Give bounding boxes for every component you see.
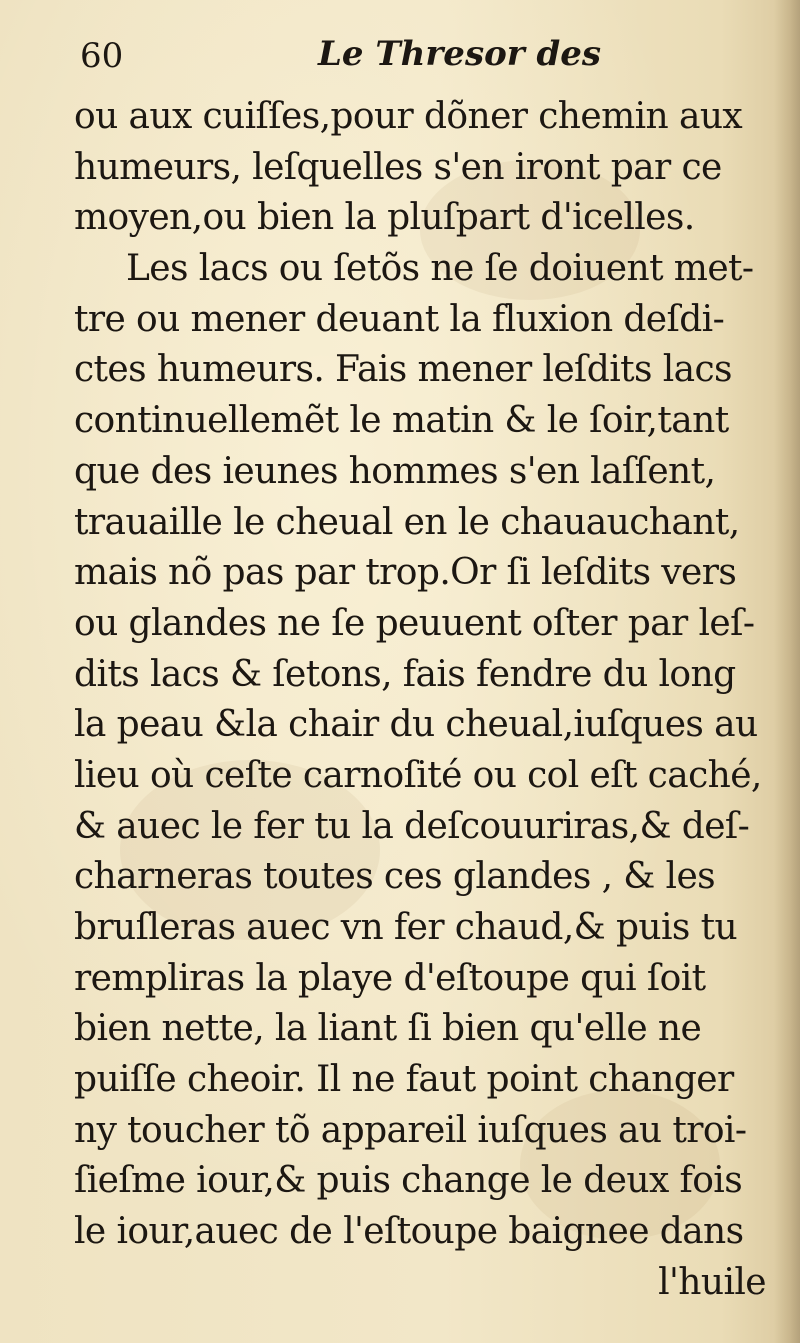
text-line: ou aux cuiſſes,pour dõner chemin aux: [74, 96, 743, 137]
catchword: l'huile: [658, 1261, 766, 1303]
text-line: le iour,auec de l'eſtoupe baignee dans: [74, 1211, 744, 1253]
text-line: que des ieunes hommes s'en laſſent,: [74, 450, 716, 492]
body-text: [74, 92, 774, 1309]
text-line: tre ou mener deuant la fluxion deſdi-: [74, 298, 725, 340]
text-line: Les lacs ou ſetõs ne ſe doiuent met-: [126, 248, 754, 290]
text-line: bien nette, la liant ſi bien qu'elle ne: [74, 1008, 702, 1050]
text-line: humeurs, leſquelles s'en iront par ce: [74, 146, 722, 188]
text-line: rempliras la playe d'eſtoupe qui ſoit: [74, 957, 706, 999]
text-line: charneras toutes ces glandes , & les: [74, 856, 716, 898]
text-line: ny toucher tõ appareil iuſques au troi-: [74, 1109, 747, 1151]
text-line: ctes humeurs. Fais mener leſdits lacs: [74, 349, 732, 391]
page-edge-shadow: [774, 0, 800, 1343]
running-title: Le Thresor des: [318, 34, 602, 74]
text-line: la peau &la chair du cheual,iuſques au: [74, 704, 758, 746]
text-line: continuellemẽt le matin & le ſoir,tant: [74, 400, 729, 442]
text-line: mais nõ pas par trop.Or ſi leſdits vers: [74, 552, 737, 594]
page-header: [0, 30, 800, 85]
text-line: puiſſe cheoir. Il ne faut point changer: [74, 1059, 734, 1101]
text-line: ſieſme iour,& puis change le deux fois: [74, 1160, 743, 1202]
text-line: & auec le fer tu la deſcouuriras,& deſ-: [74, 805, 750, 847]
text-line: dits lacs & ſetons, fais fendre du long: [74, 653, 736, 695]
text-line: lieu où ceſte carnoſité ou col eſt caché,: [74, 754, 762, 796]
text-line: moyen,ou bien la pluſpart d'icelles.: [74, 197, 695, 239]
text-line: trauaille le cheual en le chauauchant,: [74, 501, 740, 543]
page-number: 60: [80, 36, 124, 76]
text-line: bruſleras auec vn fer chaud,& puis tu: [74, 907, 738, 948]
text-line: ou glandes ne ſe peuuent oſter par leſ-: [74, 602, 755, 644]
